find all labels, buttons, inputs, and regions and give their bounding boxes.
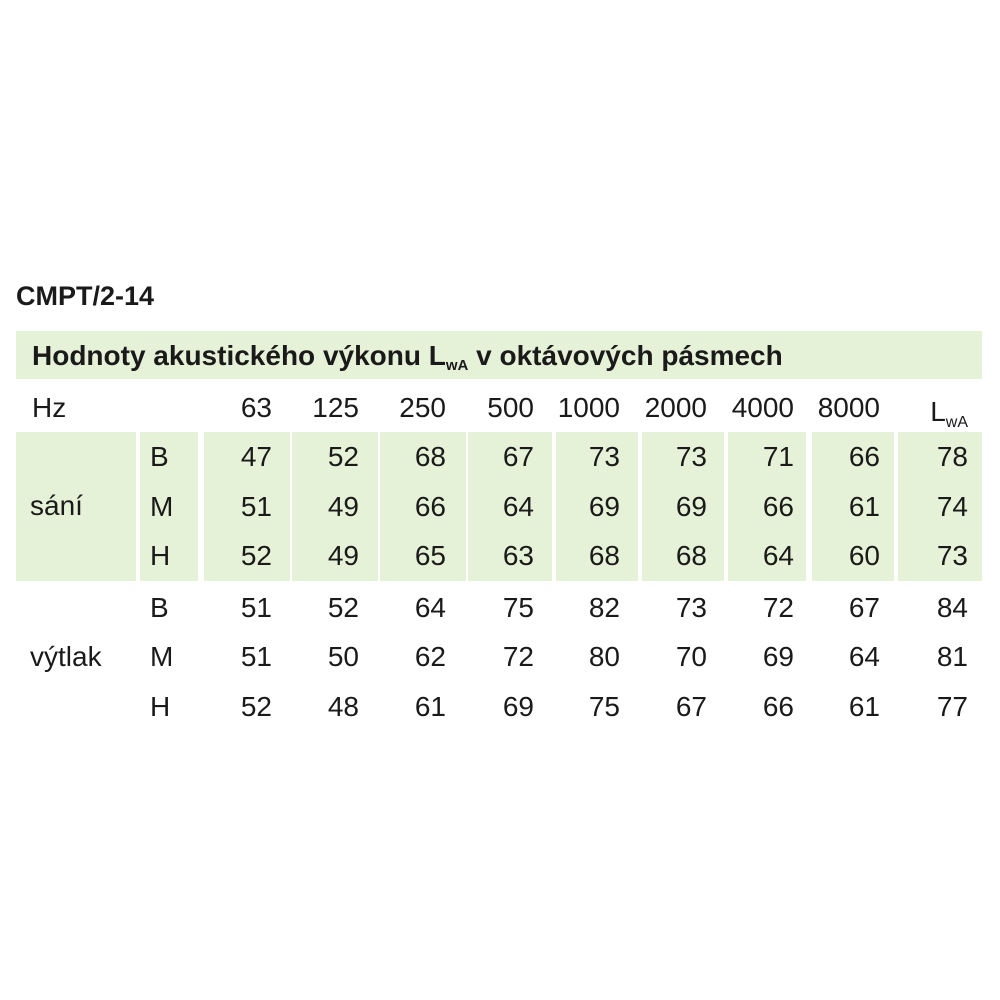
- table-title-prefix: Hodnoty akustického výkonu L: [32, 340, 446, 371]
- frequency-header: 500: [487, 392, 534, 423]
- table-cell: 61: [848, 690, 880, 722]
- table-cell: 64: [762, 540, 794, 571]
- total-cell: 73: [936, 540, 968, 571]
- table-cell: 49: [327, 490, 359, 522]
- table-cell: 68: [588, 540, 620, 571]
- table-title-suffix: v oktávových pásmech: [468, 340, 783, 371]
- table-cell: 66: [762, 490, 794, 522]
- table-cell: 51: [240, 641, 272, 672]
- total-cell: 74: [936, 490, 968, 522]
- table-cell: 67: [502, 441, 534, 472]
- table-cell: 68: [675, 540, 707, 571]
- table-cell: 52: [327, 591, 359, 623]
- total-header: [878, 388, 968, 436]
- table-cell: 80: [588, 641, 620, 672]
- table-cell: 64: [414, 591, 446, 623]
- table-cell: 73: [588, 441, 620, 472]
- table-cell: 50: [327, 641, 359, 672]
- table-cell: 66: [848, 441, 880, 472]
- group-label: sání: [30, 490, 83, 522]
- table-cell: 51: [240, 490, 272, 522]
- level-label: H: [150, 540, 171, 571]
- frequency-header: 250: [399, 392, 446, 423]
- table-cell: 70: [675, 641, 707, 672]
- table-cell: 69: [762, 641, 794, 672]
- table-cell: 49: [327, 540, 359, 571]
- frequency-header: 8000: [817, 392, 880, 423]
- table-cell: 52: [240, 540, 272, 571]
- total-cell: 84: [936, 591, 968, 623]
- table-cell: 69: [675, 490, 707, 522]
- total-cell: 81: [936, 641, 968, 672]
- table-cell: 68: [414, 441, 446, 472]
- table-cell: 66: [414, 490, 446, 522]
- table-cell: 71: [762, 441, 794, 472]
- frequency-header: 4000: [731, 392, 794, 423]
- table-cell: 47: [240, 441, 272, 472]
- level-label: H: [150, 690, 171, 722]
- table-cell: 52: [240, 690, 272, 722]
- level-label: B: [150, 591, 169, 623]
- table-cell: 51: [240, 591, 272, 623]
- model-title: CMPT/2-14: [16, 281, 155, 311]
- group-label: výtlak: [30, 640, 102, 672]
- frequency-header: 2000: [644, 392, 707, 423]
- table-cell: 65: [414, 540, 446, 571]
- table-title-subscript: wA: [445, 357, 469, 374]
- total-header-main: L: [930, 396, 946, 427]
- table-cell: 75: [588, 690, 620, 722]
- table-cell: 67: [848, 591, 880, 623]
- hz-label: Hz: [32, 392, 67, 423]
- table-cell: 62: [414, 641, 446, 672]
- table-cell: 69: [502, 690, 534, 722]
- total-cell: 78: [936, 441, 968, 472]
- table-cell: 73: [675, 591, 707, 623]
- table-cell: 61: [414, 690, 446, 722]
- level-label: M: [150, 490, 174, 522]
- table-cell: 67: [675, 690, 707, 722]
- table-cell: 60: [848, 540, 880, 571]
- frequency-header: 1000: [557, 392, 620, 423]
- table-cell: 82: [588, 591, 620, 623]
- level-label: M: [150, 641, 174, 672]
- table-cell: 48: [327, 690, 359, 722]
- total-header-subscript: wA: [945, 414, 968, 431]
- table-cell: 61: [848, 490, 880, 522]
- table-cell: 73: [675, 441, 707, 472]
- total-cell: 77: [936, 690, 968, 722]
- table-cell: 72: [762, 591, 794, 623]
- table-cell: 63: [502, 540, 534, 571]
- level-label: B: [150, 441, 169, 472]
- table-cell: 72: [502, 641, 534, 672]
- table-cell: 69: [588, 490, 620, 522]
- table-cell: 64: [848, 641, 880, 672]
- table-title-bar: [16, 331, 982, 379]
- frequency-header: 125: [312, 392, 359, 423]
- table-cell: 75: [502, 591, 534, 623]
- frequency-header: 63: [240, 392, 272, 423]
- table-cell: 64: [502, 490, 534, 522]
- table-cell: 66: [762, 690, 794, 722]
- table-cell: 52: [327, 441, 359, 472]
